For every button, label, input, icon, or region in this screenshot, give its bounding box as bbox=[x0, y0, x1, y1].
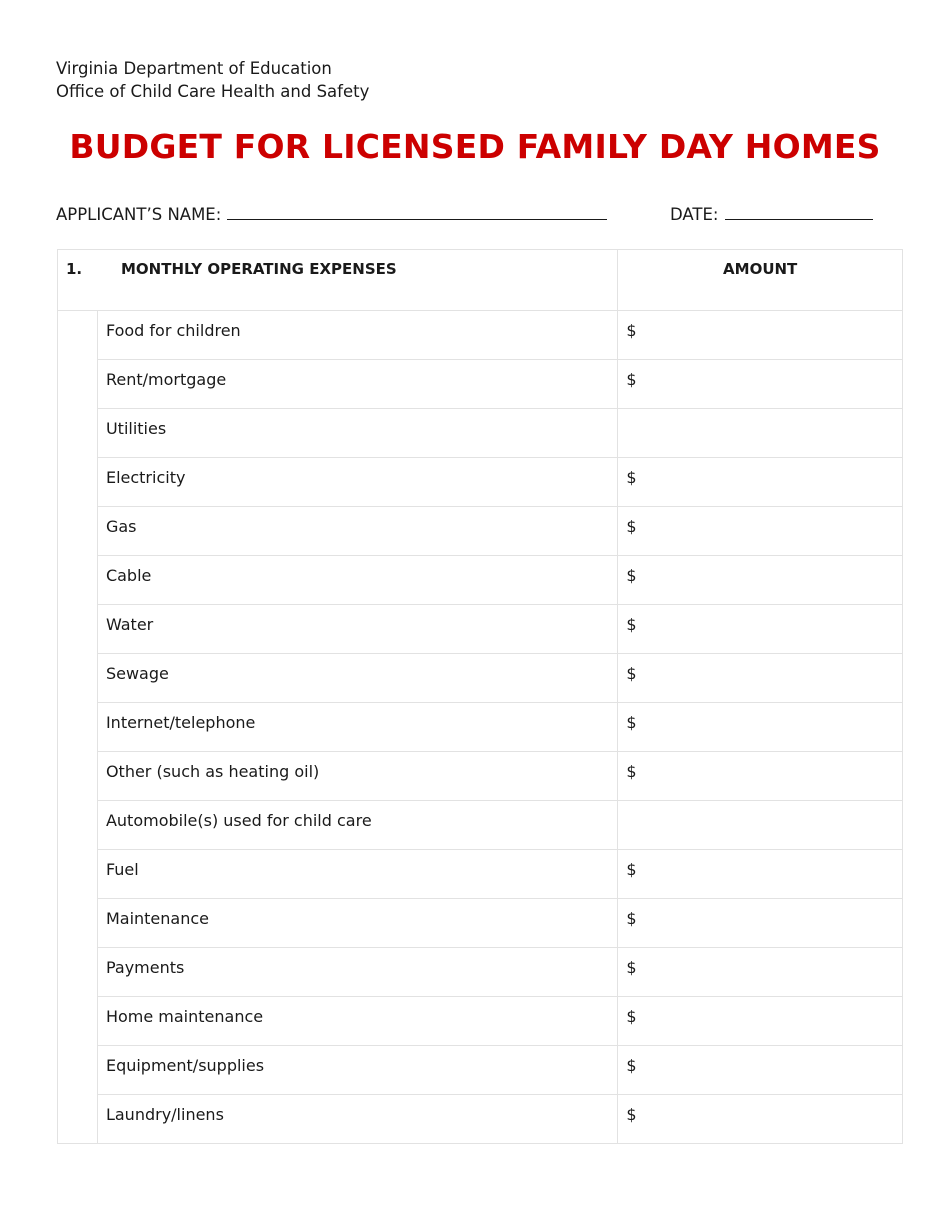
table-row bbox=[58, 556, 903, 605]
section-title: MONTHLY OPERATING EXPENSES bbox=[121, 260, 397, 278]
row-indent-cell bbox=[58, 1095, 98, 1144]
expense-item-label: Laundry/linens bbox=[97, 1095, 617, 1144]
row-indent-cell bbox=[58, 360, 98, 409]
table-row bbox=[58, 507, 903, 556]
expense-amount-field[interactable]: $ bbox=[618, 507, 903, 556]
expense-amount-field[interactable]: $ bbox=[618, 654, 903, 703]
expense-amount-field[interactable]: $ bbox=[618, 458, 903, 507]
expense-item-label: Payments bbox=[97, 948, 617, 997]
expense-amount-field bbox=[618, 409, 903, 458]
table-row bbox=[58, 311, 903, 360]
row-indent-cell bbox=[58, 654, 98, 703]
amount-header: AMOUNT bbox=[618, 250, 903, 311]
expense-amount-field[interactable]: $ bbox=[618, 899, 903, 948]
table-row bbox=[58, 654, 903, 703]
table-header-row bbox=[58, 250, 903, 311]
expense-item-label: Equipment/supplies bbox=[97, 1046, 617, 1095]
table-row bbox=[58, 1095, 903, 1144]
expense-item-label: Gas bbox=[97, 507, 617, 556]
row-indent-cell bbox=[58, 703, 98, 752]
section-header-cell bbox=[58, 250, 618, 311]
table-row bbox=[58, 703, 903, 752]
date-line[interactable] bbox=[725, 205, 873, 220]
page-title: BUDGET FOR LICENSED FAMILY DAY HOMES bbox=[69, 127, 881, 166]
expenses-table bbox=[57, 249, 903, 1144]
row-indent-cell bbox=[58, 458, 98, 507]
org-line-department: Virginia Department of Education bbox=[56, 59, 332, 78]
organization-header bbox=[56, 57, 369, 103]
expense-amount-field[interactable]: $ bbox=[618, 703, 903, 752]
table-row bbox=[58, 458, 903, 507]
expense-item-label: Utilities bbox=[97, 409, 617, 458]
expense-amount-field[interactable]: $ bbox=[618, 311, 903, 360]
expense-item-label: Automobile(s) used for child care bbox=[97, 801, 617, 850]
row-indent-cell bbox=[58, 850, 98, 899]
expense-amount-field[interactable]: $ bbox=[618, 556, 903, 605]
expense-amount-field[interactable]: $ bbox=[618, 948, 903, 997]
expense-item-label: Food for children bbox=[97, 311, 617, 360]
expense-amount-field[interactable]: $ bbox=[618, 605, 903, 654]
applicant-name-line[interactable] bbox=[227, 205, 607, 220]
row-indent-cell bbox=[58, 507, 98, 556]
expense-item-label: Maintenance bbox=[97, 899, 617, 948]
expense-amount-field[interactable]: $ bbox=[618, 997, 903, 1046]
expense-amount-field[interactable]: $ bbox=[618, 850, 903, 899]
table-row bbox=[58, 1046, 903, 1095]
table-row bbox=[58, 409, 903, 458]
row-indent-cell bbox=[58, 409, 98, 458]
row-indent-cell bbox=[58, 311, 98, 360]
table-row bbox=[58, 997, 903, 1046]
expense-item-label: Water bbox=[97, 605, 617, 654]
row-indent-cell bbox=[58, 899, 98, 948]
date-field[interactable] bbox=[670, 205, 873, 224]
expense-amount-field[interactable]: $ bbox=[618, 1046, 903, 1095]
expense-rows bbox=[58, 311, 903, 1144]
expense-amount-field[interactable]: $ bbox=[618, 752, 903, 801]
expense-amount-field bbox=[618, 801, 903, 850]
table-row bbox=[58, 899, 903, 948]
expense-item-label: Cable bbox=[97, 556, 617, 605]
section-number: 1. bbox=[66, 260, 83, 278]
row-indent-cell bbox=[58, 997, 98, 1046]
row-indent-cell bbox=[58, 801, 98, 850]
expense-amount-field[interactable]: $ bbox=[618, 1095, 903, 1144]
row-indent-cell bbox=[58, 605, 98, 654]
table-row bbox=[58, 360, 903, 409]
expense-item-label: Sewage bbox=[97, 654, 617, 703]
expense-amount-field[interactable]: $ bbox=[618, 360, 903, 409]
expense-item-label: Electricity bbox=[97, 458, 617, 507]
expense-item-label: Rent/mortgage bbox=[97, 360, 617, 409]
expense-item-label: Other (such as heating oil) bbox=[97, 752, 617, 801]
applicant-name-field[interactable] bbox=[56, 205, 607, 224]
date-label: DATE: bbox=[670, 205, 719, 224]
table-row bbox=[58, 605, 903, 654]
expense-item-label: Fuel bbox=[97, 850, 617, 899]
org-line-office: Office of Child Care Health and Safety bbox=[56, 82, 370, 101]
expense-item-label: Home maintenance bbox=[97, 997, 617, 1046]
expense-item-label: Internet/telephone bbox=[97, 703, 617, 752]
table-row bbox=[58, 948, 903, 997]
table-row bbox=[58, 801, 903, 850]
applicant-name-label: APPLICANT’S NAME: bbox=[56, 205, 222, 224]
table-row bbox=[58, 752, 903, 801]
row-indent-cell bbox=[58, 948, 98, 997]
table-row bbox=[58, 850, 903, 899]
row-indent-cell bbox=[58, 556, 98, 605]
row-indent-cell bbox=[58, 752, 98, 801]
row-indent-cell bbox=[58, 1046, 98, 1095]
